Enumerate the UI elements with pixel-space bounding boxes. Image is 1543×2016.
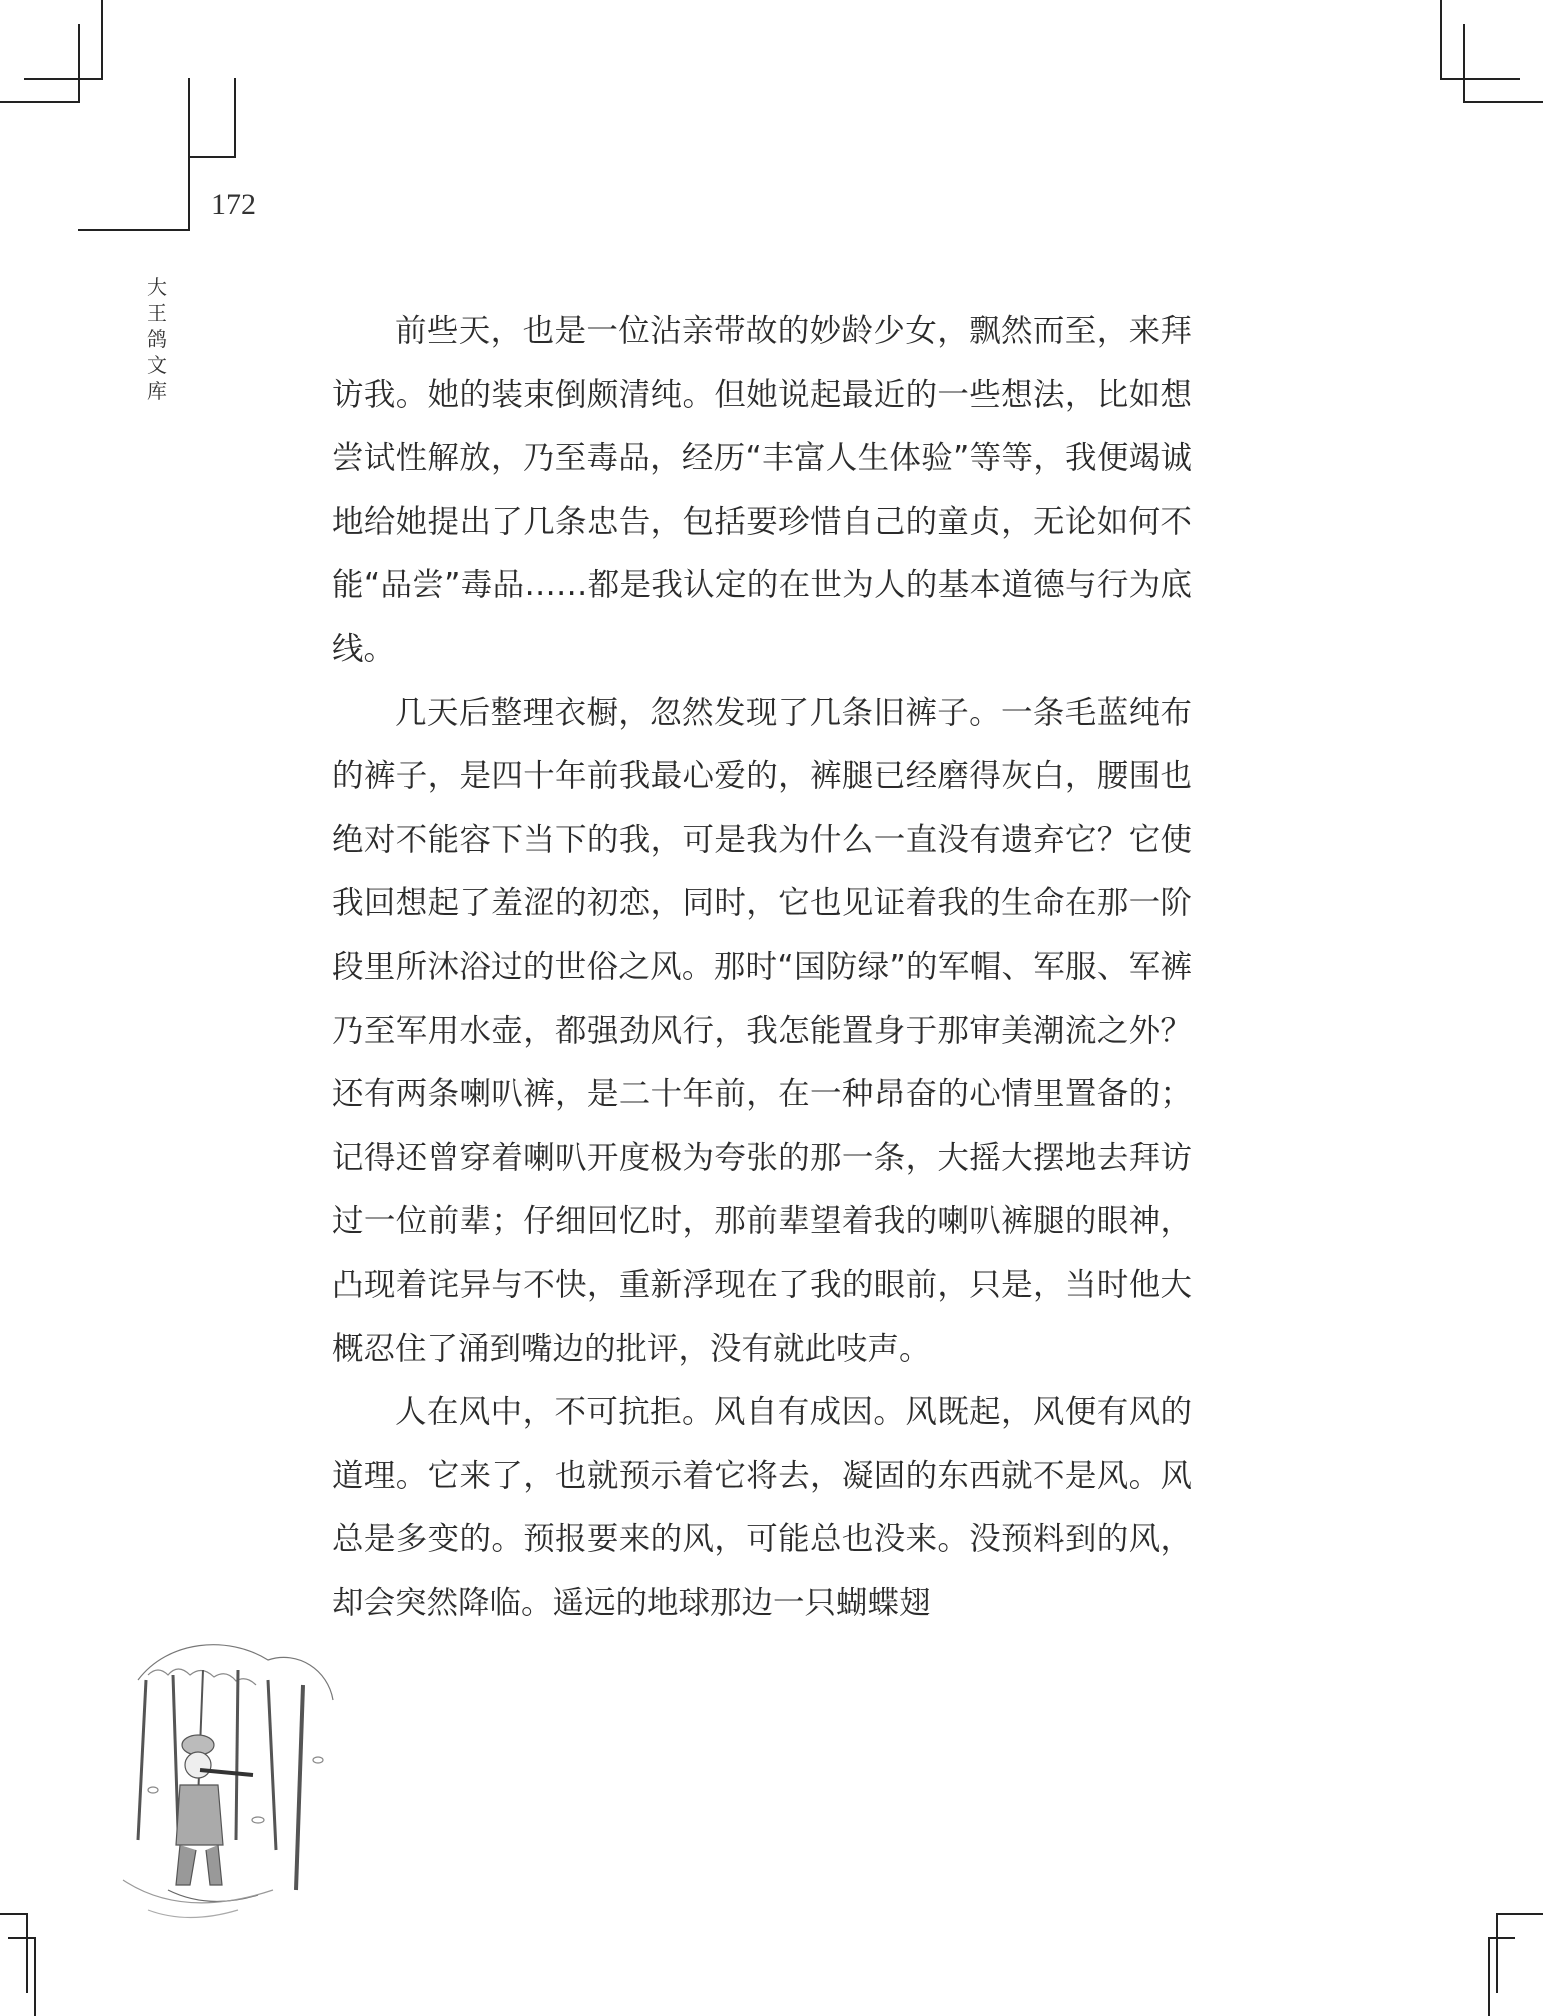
series-title-char: 鸽	[147, 327, 167, 351]
series-title-char: 王	[147, 301, 167, 325]
body-text	[332, 300, 1192, 1635]
series-title-char: 库	[147, 379, 167, 403]
series-title	[146, 274, 168, 404]
series-title-char: 文	[147, 353, 167, 377]
series-title-char: 大	[147, 275, 167, 299]
page-number: 172	[211, 188, 256, 221]
paragraph: 前些天，也是一位沾亲带故的妙龄少女，飘然而至，来拜访我。她的装束倒颇清纯。但她说起最近的一些想法，比如想尝试性解放，乃至毒品，经历“丰富人生体验”等等，我便竭诚地给她提出了几条忠告，包括要珍惜自己的童贞，无论如何不能“品尝”毒品……都是我认定的在世为人的基本道德与行为底线。	[332, 313, 1192, 667]
paragraph: 人在风中，不可抗拒。风自有成因。风既起，风便有风的道理。它来了，也就预示着它将去，凝固的东西就不是风。风总是多变的。预报要来的风，可能总也没来。没预料到的风，却会突然降临。遥远的地球那边一只蝴蝶翅	[332, 1394, 1192, 1621]
flute-boy-illustration	[118, 1640, 348, 1930]
paragraph: 几天后整理衣橱，忽然发现了几条旧裤子。一条毛蓝纯布的裤子，是四十年前我最心爱的，裤腿已经磨得灰白，腰围也绝对不能容下当下的我，可是我为什么一直没有遗弃它？它使我回想起了羞涩的初恋，同时，它也见证着我的生命在那一阶段里所沐浴过的世俗之风。那时“国防绿”的军帽、军服、军裤乃至军用水壶，都强劲风行，我怎能置身于那审美潮流之外？还有两条喇叭裤，是二十年前，在一种昂奋的心情里置备的；记得还曾穿着喇叭开度极为夸张的那一条，大摇大摆地去拜访过一位前辈；仔细回忆时，那前辈望着我的喇叭裤腿的眼神，凸现着诧异与不快，重新浮现在了我的眼前，只是，当时他大概忍住了涌到嘴边的批评，没有就此吱声。	[332, 694, 1192, 1367]
